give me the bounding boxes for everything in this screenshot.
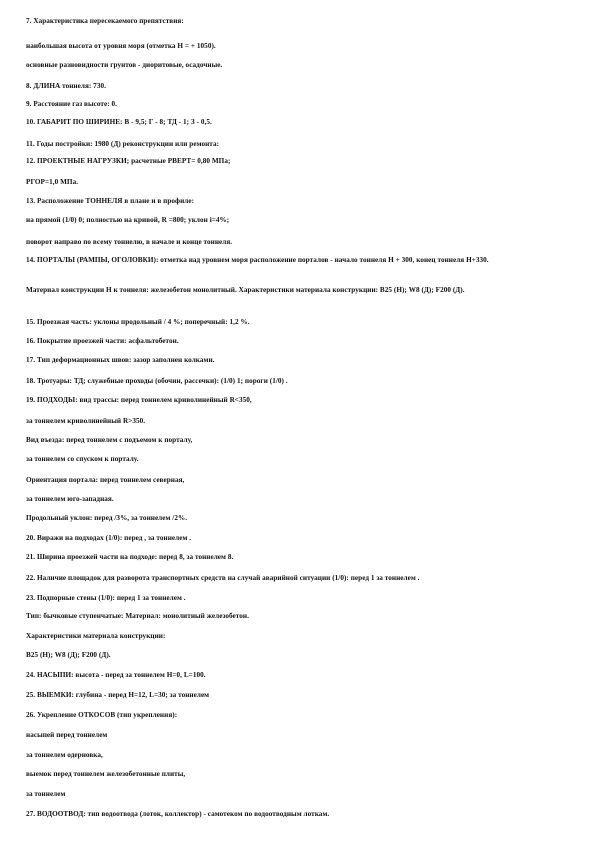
item-12-loads: 12. ПРОЕКТНЫЕ НАГРУЗКИ; расчетные РВЕРТ= 0,80 МПа; xyxy=(26,157,231,165)
item-23-retaining-walls: 23. Подпорные стены (1/0): перед 1 за тоннелем . xyxy=(26,594,186,602)
item-11-years: 11. Годы постройки: 1980 (Д) реконструкции или ремонта: xyxy=(26,140,220,148)
line-after-tunnel-descent: за тоннелем со спуском к порталу. xyxy=(26,455,139,463)
item-24-embankments: 24. НАСЫПИ: высота - перед за тоннелем Н=0, L=100. xyxy=(26,671,206,679)
line-material-grades: В25 (Н); W8 (Д); F200 (Д). xyxy=(26,651,111,659)
line-embankment-before: насыпей перед тоннелем xyxy=(26,731,108,739)
line-wall-type: Тип: бычковые ступенчатые: Материал: монолитный железобетон. xyxy=(26,612,249,620)
item-16-surface: 16. Покрытие проезжей части: асфальтобетон. xyxy=(26,337,179,345)
line-soils: основные разновидности грунтов - диоритовые, осадочные. xyxy=(26,61,223,69)
item-15-roadway: 15. Проезжая часть: уклоны продольный / 4 %; поперечный: 1,2 %. xyxy=(26,318,250,326)
item-13-location: 13. Расположение ТОННЕЛЯ в плане и в профиле: xyxy=(26,197,195,205)
item-25-cuts: 25. ВЫЕМКИ: глубина - перед Н=12, L=30; за тоннелем xyxy=(26,691,210,699)
line-after-tunnel-turf: за тоннелем одерновка, xyxy=(26,751,103,759)
line-after-tunnel: за тоннелем xyxy=(26,790,66,798)
line-portal-orientation: Ориентация портала: перед тоннелем северная, xyxy=(26,476,185,484)
item-14-portals: 14. ПОРТАЛЫ (РАМПЫ, ОГОЛОВКИ): отметка над уровнем моря расположение порталов - начало тоннеля Н + 300, конец тоннеля Н+330. xyxy=(26,256,489,264)
line-longitudinal-slope: Продольный уклон: перед /3%, за тоннелем /2%. xyxy=(26,514,188,522)
item-8-length: 8. ДЛИНА тоннеля: 730. xyxy=(26,82,106,90)
line-after-tunnel-orientation: за тоннелем юго-западная. xyxy=(26,495,114,503)
item-22-turnaround: 22. Наличие площадок для разворота транспортных средств на случай аварийной ситуации (1/0): перед 1 за тоннелем . xyxy=(26,574,420,582)
line-material: Материал конструкции Н к тоннеля: железобетон монолитный. Характеристики материала конструкции: В25 (Н); W8 (Д); F200 (Д). xyxy=(26,286,465,294)
item-18-sidewalks: 18. Тротуары: ТД; служебные проходы (обочин, рассечки): (1/0) 1; пороги (1/0) . xyxy=(26,377,288,385)
line-curve: на прямой (1/0) 0; полностью на кривой, R =800; уклон i=4%; xyxy=(26,216,230,224)
line-material-characteristics: Характеристики материала конструкции: xyxy=(26,632,166,640)
line-rgor: РГОР=1,0 МПа. xyxy=(26,178,79,186)
line-entry-view: Вид въезда: перед тоннелем с подъемом к порталу, xyxy=(26,436,193,444)
line-after-tunnel-curve: за тоннелем криволинейный R>350. xyxy=(26,417,146,425)
line-cuts-before: выемок перед тоннелем железобетонные плиты, xyxy=(26,770,186,778)
item-17-joints: 17. Тип деформационных швов: зазор заполнен колками. xyxy=(26,356,215,364)
item-27-drainage: 27. ВОДООТВОД: тип водоотвода (лоток, коллектор) - самотеком по водоотводным лоткам. xyxy=(26,810,330,818)
item-20-turns: 20. Виражи на подходах (1/0): перед , за тоннелем . xyxy=(26,534,192,542)
item-26-slope-protection: 26. Укрепление ОТКОСОВ (тип укрепления): xyxy=(26,711,178,719)
item-9-distance: 9. Расстояние газ высоте: 0. xyxy=(26,100,118,108)
item-21-width: 21. Ширина проезжей части на подходе: перед 8, за тоннелем 8. xyxy=(26,553,234,561)
item-19-approaches: 19. ПОДХОДЫ: вид трассы: перед тоннелем криволинейный R<350, xyxy=(26,396,252,404)
item-7-heading: 7. Характеристика пересекаемого препятствия: xyxy=(26,17,184,25)
item-10-gabarit: 10. ГАБАРИТ ПО ШИРИНЕ: В - 9,5; Г - 8; ТД - 1; З - 0,5. xyxy=(26,118,212,126)
line-turn: поворот направо по всему тоннелю, в начале и конце тоннеля. xyxy=(26,238,233,246)
line-elevation: наибольшая высота от уровня моря (отметка Н = + 1050). xyxy=(26,42,216,50)
